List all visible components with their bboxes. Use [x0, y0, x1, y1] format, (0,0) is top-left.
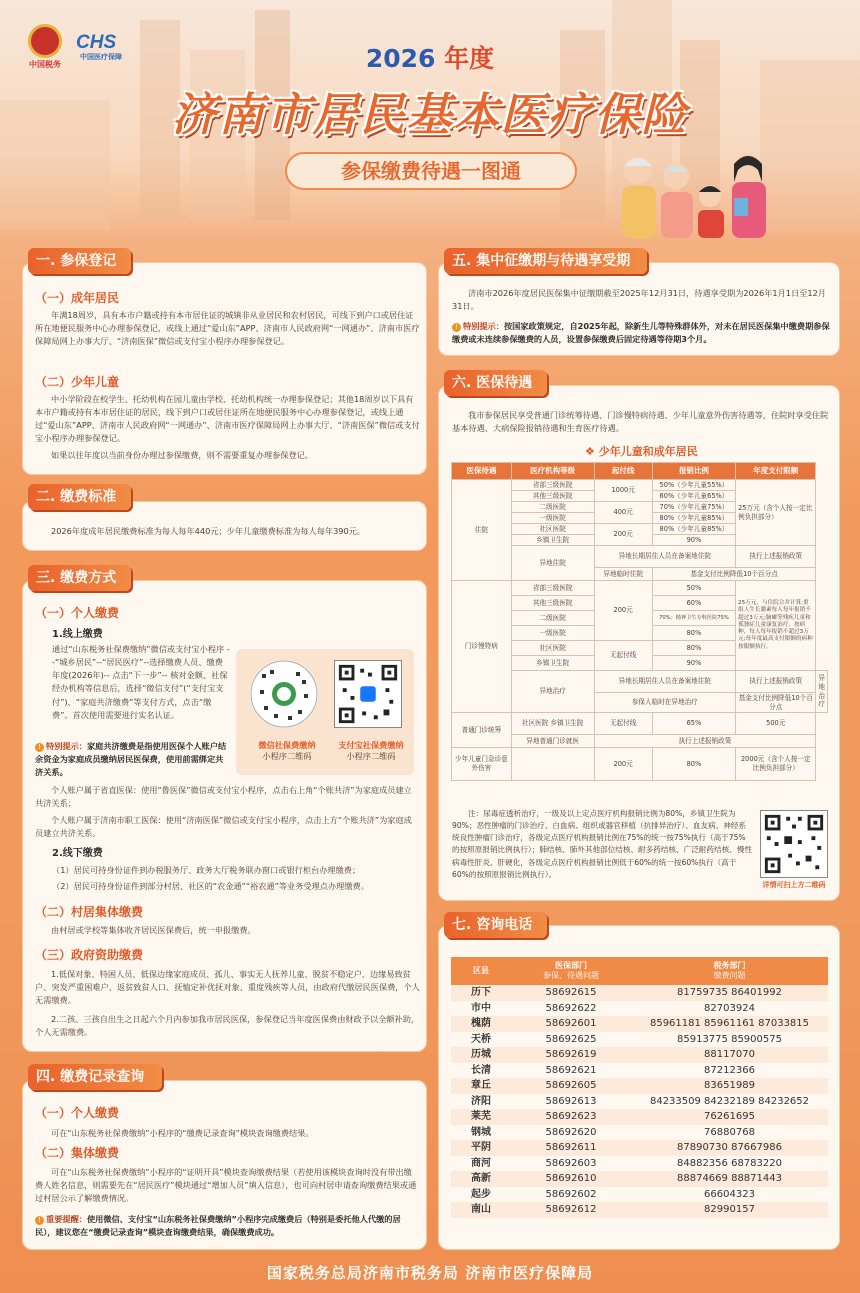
s1-adult-heading: （一）成年居民 — [35, 291, 120, 305]
s6-table-title: 少年儿童和成年居民 — [598, 445, 698, 458]
hotline-row — [451, 985, 828, 1001]
table-cell: 普通门诊统筹 — [452, 713, 512, 748]
tax-phone: 84882356 68783220 — [677, 1157, 782, 1169]
medical-phone: 58692603 — [545, 1157, 597, 1169]
s3-gov-text-1: 1.低保对象、特困人员、低保边缘家庭成员、孤儿、事实无人抚养儿童、脱贫不稳定户、边缘易致贫户、突发严重困难户、返贫致贫人口、抚恤定补优抚对象、重度残疾等人员，由政府代缴居民医保费，个人无需缴费。 — [35, 969, 420, 1006]
table-cell: 无起付线 — [594, 713, 652, 735]
s3-online-text: 通过“山东税务社保费缴纳”微信或支付宝小程序 --“城乡居民”--“居民医疗”--选择缴费人员、缴费年度(2026年)-- 点击“下一步”-- 核对金额、社保经办机构等信息后，选择“微信支付”(“支付宝支付”)、“家庭共济缴费”等支付方式，点击“缴费”。首次使用需要进行实名认证。 — [52, 644, 230, 720]
page-title: 济南市居民基本医疗保险 — [171, 88, 689, 141]
hotline-table-body — [451, 985, 828, 1218]
district-name: 章丘 — [451, 1078, 511, 1094]
col-header: 医疗机构等级 — [511, 463, 594, 480]
s3-offline-1: （1）居民可持身份证件到办税服务厅、政务大厅税务联办窗口或银行柜台办理缴费； — [52, 865, 361, 875]
s1-child-text: 中小学阶段在校学生、托幼机构在园儿童由学校、托幼机构统一办理参保登记；其他18周岁以下具有本市户籍或持有本市居住证的居民，线下到户口或居住证所在地便民服务中心办理参保登记，或线上通过“爱山东”APP、济南市人民政府网“一网通办”、济南市医疗保障局网上办事大厅、“济南医保”微信或支付宝小程序办理参保登记。 — [35, 394, 420, 444]
district-name: 长清 — [471, 1064, 491, 1076]
table-cell: 执行上述报销政策 — [736, 546, 816, 568]
hotline-row — [451, 1047, 828, 1063]
section-6-title: 六. 医保待遇 — [444, 370, 547, 396]
details-qr-caption: 详情可扫上方二维码 — [762, 881, 826, 889]
tax-phone: 76880768 — [704, 1126, 755, 1138]
medical-phone: 58692620 — [545, 1126, 597, 1138]
table-cell: 基金支付比例降低10个百分点 — [652, 568, 816, 581]
chs-logo: CHS — [76, 32, 117, 53]
hotline-row — [451, 1094, 828, 1110]
s4-reminder-text: 使用微信、支付宝“山东税务社保费缴纳”小程序完成缴费后（特别是委托他人代缴的居民），建议您在“缴费记录查询”模块查询缴费结果，确保缴费成功。 — [35, 1214, 401, 1238]
medical-phone: 58692612 — [511, 1202, 631, 1218]
s3-tip-text: 家庭共济缴费是指使用医保个人账户结余资金为家庭成员缴纳居民医保费，使用前需绑定共济关系。 — [35, 741, 227, 778]
district-name: 历下 — [451, 985, 511, 1001]
table-cell: 异地普通门诊就医 — [511, 735, 594, 748]
hotline-row — [451, 1125, 828, 1141]
s3-village-text: 由村居或学校等集体收齐居民医保费后，统一申报缴费。 — [51, 925, 256, 935]
warning-icon: ! — [35, 1216, 44, 1225]
table-cell: 60% — [652, 596, 735, 611]
table-cell: 乡镇卫生院 — [511, 656, 594, 671]
details-qr-code[interactable] — [760, 810, 828, 878]
header — [0, 0, 860, 240]
medical-phone: 58692611 — [511, 1140, 631, 1156]
alipay-qr-type: 小程序二维码 — [346, 751, 396, 762]
table-cell: 200元 — [594, 524, 652, 546]
district-name: 槐荫 — [451, 1016, 511, 1032]
s4-personal-heading: （一）个人缴费 — [35, 1106, 120, 1120]
tax-qr-name: 微信社保费缴纳 — [258, 740, 316, 750]
table-cell: 90% — [652, 535, 735, 546]
col-header-tax: 税务部门 — [713, 961, 746, 971]
district-name: 平阴 — [451, 1140, 511, 1156]
s3-municipal-text: 个人账户属于济南市职工医保：使用“济南医保”微信或支付宝小程序，点击上方“个账共济”为家庭成员建立共济关系。 — [35, 815, 412, 839]
table-cell: 500元 — [736, 713, 816, 735]
s6-table-heading — [585, 443, 698, 461]
medical-phone: 58692602 — [545, 1188, 597, 1200]
table-cell: 其他三级医院 — [511, 596, 594, 611]
district-name: 莱芜 — [451, 1109, 511, 1125]
col-header: 医保待遇 — [452, 463, 512, 480]
tax-phone: 84233509 84232189 84232652 — [649, 1095, 810, 1107]
col-header: 起付线 — [594, 463, 652, 480]
table-cell: 社区医院 乡镇卫生院 — [511, 713, 594, 735]
table-cell: 65% — [652, 713, 735, 735]
medical-phone: 58692601 — [511, 1016, 631, 1032]
table-cell: 70%；精神卫生专科医院75% — [652, 611, 735, 626]
table-cell: 参保人临时在异地治疗 — [594, 693, 736, 713]
hotline-row — [451, 1140, 828, 1156]
table-cell: 异地临时住院 — [594, 568, 652, 581]
table-cell: 一级医院 — [511, 626, 594, 641]
warning-icon: ! — [35, 743, 44, 752]
medical-phone: 58692622 — [545, 1002, 597, 1014]
district-name: 商河 — [471, 1157, 491, 1169]
leaf-icon: ❖ — [585, 445, 595, 458]
table-cell: 乡镇卫生院 — [511, 535, 594, 546]
tax-phone: 85961181 85961161 87033815 — [631, 1016, 828, 1032]
hotline-table — [451, 957, 828, 1218]
s1-note: 如果以往年度以当前身份办理过参保缴费，则不需要重复办理参保登记。 — [51, 450, 314, 460]
tax-phone: 66604323 — [704, 1188, 755, 1200]
table-cell: 90% — [652, 656, 735, 671]
table-cell: 80%（少年儿童85%） — [652, 513, 735, 524]
col-header: 区县 — [451, 957, 511, 985]
district-name: 南山 — [451, 1202, 511, 1218]
table-cell: 60%（少年儿童65%） — [652, 491, 735, 502]
table-cell: 异地长期居住人员在备案地住院 — [594, 671, 736, 693]
medical-phone: 58692613 — [545, 1095, 597, 1107]
district-name: 历城 — [451, 1047, 511, 1063]
year-number: 2026 — [365, 44, 436, 73]
district-name: 钢城 — [471, 1126, 491, 1138]
table-cell: 住院 — [452, 480, 512, 581]
s3-online-heading: 1.线上缴费 — [52, 629, 103, 640]
page-subtitle: 参保缴费待遇一图通 — [285, 152, 577, 190]
medical-phone: 58692605 — [511, 1078, 631, 1094]
tax-bureau-logo-text: 中国税务 — [29, 60, 61, 69]
table-cell: 二级医院 — [511, 611, 594, 626]
table-cell: 2000元（含个人按一定比例负担部分） — [736, 748, 816, 781]
s4-group-text: 可在“山东税务社保费缴纳”小程序的“证明开具”模块查询缴费结果（若使用该模块查询时没有带出缴费人姓名信息，则需要先在“居民医疗”模块通过“增加人员”填入信息），也可向村居申请查询缴费结果或通过村居公示了解缴费情况。 — [35, 1167, 417, 1204]
table-cell: 少年儿童门急诊意外伤害 — [452, 748, 512, 781]
table-cell: 80%（少年儿童85%） — [652, 524, 735, 535]
table-cell: 异地治疗 — [511, 671, 594, 713]
tax-phone: 85913775 85900575 — [677, 1033, 782, 1045]
hotline-row — [451, 1156, 828, 1172]
table-cell: 异地长期居住人员在备案地住院 — [594, 546, 736, 568]
s6-intro: 我市参保居民享受普通门诊统筹待遇、门诊慢特病待遇、少年儿童意外伤害待遇等，住院时享受住院基本待遇、大病保险报销待遇和生育医疗待遇。 — [452, 410, 829, 434]
tax-phone: 82990157 — [631, 1202, 828, 1218]
chs-logo-subtext: 中国医疗保障 — [80, 53, 122, 61]
medical-phone: 58692615 — [511, 985, 631, 1001]
benefits-table — [451, 462, 828, 781]
table-cell: 1000元 — [594, 480, 652, 502]
year-heading — [0, 40, 860, 79]
col-header-medical-sub: 参保、待遇问题 — [543, 971, 599, 980]
table-cell: 社区医院 — [511, 524, 594, 535]
medical-phone: 58692610 — [511, 1171, 631, 1187]
s3-gov-heading: （三）政府资助缴费 — [35, 948, 144, 962]
tax-qr-type: 小程序二维码 — [262, 751, 312, 762]
s3-provincial-text: 个人账户属于省直医保：使用“鲁医保”微信或支付宝小程序，点击右上角“个账共济”为家庭成员建立共济关系； — [35, 785, 412, 809]
tax-phone: 88117070 — [631, 1047, 828, 1063]
year-suffix: 年度 — [444, 44, 495, 73]
col-header-tax-sub: 缴费问题 — [713, 971, 746, 980]
s4-reminder-label: 重要提醒： — [46, 1214, 87, 1224]
hotline-row — [451, 1187, 828, 1203]
s3-village-heading: （二）村居集体缴费 — [35, 905, 144, 919]
district-name: 市中 — [471, 1002, 491, 1014]
warning-icon: ! — [452, 323, 461, 332]
district-name: 起步 — [471, 1188, 491, 1200]
table-cell: 一级医院 — [511, 513, 594, 524]
s4-reminder — [35, 1213, 420, 1239]
s5-text: 济南市2026年度居民医保集中征缴期截至2025年12月31日，待遇享受期为2026年1月1日至12月31日。 — [452, 288, 826, 312]
s6-note: 注：尿毒症透析治疗，一级及以上定点医疗机构报销比例为80%，乡镇卫生院为90%；恶性肿瘤的门诊治疗、白血病、组织或器官移植（抗排异治疗）、血友病、神经系统良性肿瘤门诊治疗，各级定点医疗机构报销比例在75%的统一按75%执行（高于75%的按照原报销比例执行）；肺结核、肺外其他部位结核、耐多药结核、广泛耐药结核、慢性病毒性肝炎、肝硬化，各级定点医疗机构报销比例低于60%的统一按60%执行（高于60%的按照原报销比例执行）。 — [452, 809, 752, 879]
s3-tip-label: 特别提示： — [46, 741, 87, 751]
table-cell: 25万元，与住院合并计算;重组人生长激素每人每年报销不超过3万元;脑瘫等残疾儿童和孤独症儿童康复治疗、按病种，每人每年报销不超过3万元;每年度最高支付限额的病种按限额执行。 — [736, 581, 816, 671]
tax-phone: 88874669 88871443 — [631, 1171, 828, 1187]
section-1-title: 一. 参保登记 — [28, 248, 131, 274]
section-2-title: 二. 缴费标准 — [28, 484, 131, 510]
table-cell: 200元 — [594, 581, 652, 641]
s1-child-heading: （二）少年儿童 — [35, 375, 120, 389]
hotline-row — [451, 1032, 828, 1048]
s1-adult-text: 年满18周岁，具有本市户籍或持有本市居住证的城镇非从业居民和农村居民，可线下到户口或居住证所在地便民服务中心办理参保登记，或线上通过“爱山东”APP、济南市人民政府网“一网通办”、济南市医疗保障局网上办事大厅、“济南医保”微信或支付宝小程序办理参保登记。 — [35, 310, 420, 347]
family-illustration — [610, 148, 780, 238]
s5-tip-label: 特别提示： — [463, 321, 504, 331]
table-cell: 25万元（含个人按一定比例负担部分） — [736, 480, 816, 546]
tax-phone: 76261695 — [631, 1109, 828, 1125]
table-cell: 执行上述报销政策 — [736, 671, 816, 693]
hotline-row — [451, 1001, 828, 1017]
alipay-miniapp-qr-code[interactable] — [334, 660, 402, 728]
col-header: 报销比例 — [652, 463, 735, 480]
tax-phone: 82703924 — [704, 1002, 755, 1014]
district-name: 天桥 — [471, 1033, 491, 1045]
medical-phone: 58692621 — [545, 1064, 597, 1076]
alipay-qr-caption — [326, 740, 416, 763]
table-cell: 400元 — [594, 502, 652, 524]
s4-group-heading: （二）集体缴费 — [35, 1146, 120, 1160]
col-header-medical: 医保部门 — [555, 961, 587, 971]
table-cell: 80% — [652, 641, 735, 656]
table-cell: 200元 — [594, 748, 652, 781]
table-cell: 其他三级医院 — [511, 491, 594, 502]
table-cell: 二级医院 — [511, 502, 594, 513]
hotline-row — [451, 1016, 828, 1032]
s2-text: 2026年度成年居民缴费标准为每人每年440元；少年儿童缴费标准为每人每年390元。 — [51, 526, 366, 536]
district-name: 济阳 — [471, 1095, 491, 1107]
table-cell: 异地治疗 — [816, 671, 828, 713]
table-cell: 80% — [652, 626, 735, 641]
s3-gov-text-2: 2.二孩、三孩自出生之日起六个月内参加我市居民医保，参保登记当年度医保费由财政予以全额补助，个人无需缴费。 — [35, 1014, 420, 1038]
medical-phone: 58692623 — [511, 1109, 631, 1125]
table-cell: 80% — [652, 748, 735, 781]
s5-tip — [452, 320, 834, 346]
medical-phone: 58692625 — [545, 1033, 597, 1045]
col-header — [511, 957, 631, 985]
s3-personal-heading: （一）个人缴费 — [35, 606, 120, 620]
section-5-title: 五. 集中征缴期与待遇享受期 — [444, 248, 647, 274]
table-cell: 基金支付比例降低10个百分点 — [736, 693, 816, 713]
hotline-row — [451, 1109, 828, 1125]
s5-tip-text: 按国家政策规定，自2025年起，除新生儿等特殊群体外，对未在居民医保集中缴费期参保缴费或未连续参保缴费的人员，设置参保缴费后固定待遇等待期3个月。 — [452, 321, 830, 345]
alipay-qr-name: 支付宝社保费缴纳 — [338, 740, 404, 750]
table-cell: 省部三级医院 — [511, 581, 594, 596]
table-cell: 异地住院 — [511, 546, 594, 581]
s3-offline-2: （2）居民可持身份证件到部分村居、社区的“农金通”“裕农通”等业务受理点办理缴费。 — [52, 881, 369, 891]
district-name: 高新 — [451, 1171, 511, 1187]
section-4-title: 四. 缴费记录查询 — [28, 1064, 162, 1090]
s4-personal-text: 可在“山东税务社保费缴纳”小程序的“缴费记录查询”模块查询缴费结果。 — [51, 1128, 314, 1138]
tax-phone: 81759735 86401992 — [631, 985, 828, 1001]
col-header — [631, 957, 828, 985]
s3-tip — [35, 740, 230, 779]
hotline-row — [451, 1171, 828, 1187]
tax-phone: 87890730 87667986 — [631, 1140, 828, 1156]
table-cell: 门诊慢特病 — [452, 581, 512, 713]
footer: 国家税务总局济南市税务局 济南市医疗保障局 — [266, 1264, 594, 1282]
table-cell: 50% — [652, 581, 735, 596]
tax-phone: 83651989 — [631, 1078, 828, 1094]
table-cell: 无起付线 — [594, 641, 652, 671]
col-header: 年度支付限额 — [736, 463, 816, 480]
section-7-title: 七. 咨询电话 — [444, 912, 547, 938]
tax-phone: 87212366 — [704, 1064, 755, 1076]
table-cell: 执行上述报销政策 — [594, 735, 816, 748]
tax-miniapp-qr-code[interactable] — [250, 660, 318, 728]
hotline-row — [451, 1202, 828, 1218]
table-cell: 社区医院 — [511, 641, 594, 656]
table-cell: 70%（少年儿童75%） — [652, 502, 735, 513]
s3-offline-heading: 2.线下缴费 — [52, 848, 103, 859]
table-cell: 50%（少年儿童55%） — [652, 480, 735, 491]
hotline-row — [451, 1078, 828, 1094]
section-3-title: 三. 缴费方式 — [28, 565, 131, 591]
hotline-row — [451, 1063, 828, 1079]
medical-phone: 58692619 — [511, 1047, 631, 1063]
tax-qr-caption — [242, 740, 332, 763]
table-cell: 省部三级医院 — [511, 480, 594, 491]
